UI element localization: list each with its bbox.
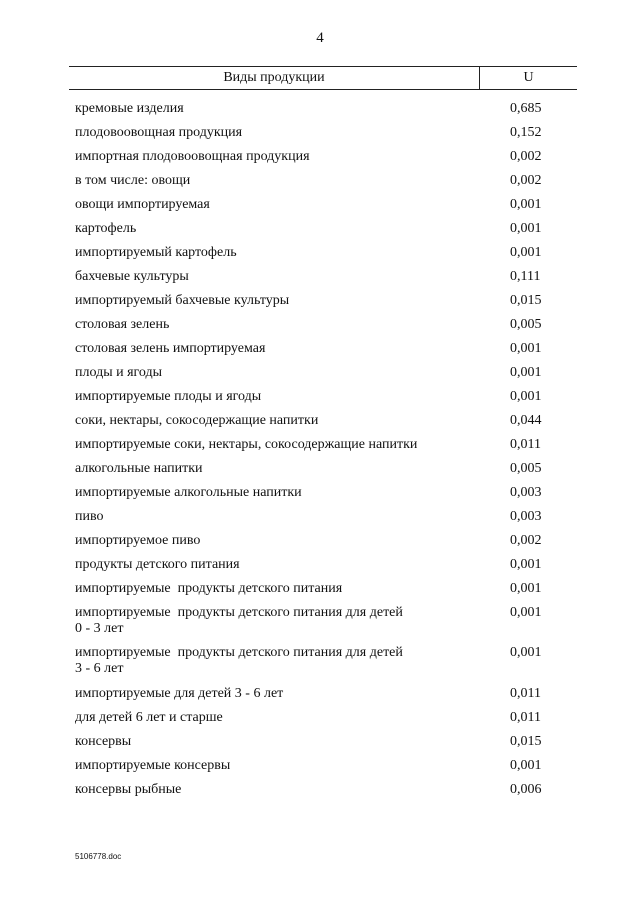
u-value: 0,001	[510, 389, 542, 404]
table-header	[69, 66, 577, 90]
product-name: столовая зелень	[75, 317, 170, 332]
table-row	[75, 125, 575, 149]
table-row	[75, 101, 575, 125]
table-row	[75, 365, 575, 389]
product-name: продукты детского питания	[75, 557, 240, 572]
table-row	[75, 437, 575, 461]
product-name: столовая зелень импортируемая	[75, 341, 266, 356]
table-row	[75, 269, 575, 293]
product-name: консервы	[75, 734, 132, 749]
table-row	[75, 509, 575, 533]
product-name: импортируемые алкогольные напитки	[75, 485, 302, 500]
table-row	[75, 173, 575, 197]
product-name: импортная плодовоовощная продукция	[75, 149, 310, 164]
u-value: 0,002	[510, 533, 542, 548]
product-name: бахчевые культуры	[75, 269, 189, 284]
table-row	[75, 317, 575, 341]
table-row	[75, 293, 575, 317]
product-name: импортируемые соки, нектары, сокосодержащие напитки	[75, 437, 418, 452]
u-value: 0,002	[510, 173, 542, 188]
u-value: 0,001	[510, 758, 542, 773]
product-name: плоды и ягоды	[75, 365, 163, 380]
table-row	[75, 686, 575, 710]
u-value: 0,001	[510, 645, 542, 660]
u-value: 0,001	[510, 221, 542, 236]
u-value: 0,685	[510, 101, 542, 116]
product-name: для детей 6 лет и старше	[75, 710, 223, 725]
u-value: 0,015	[510, 293, 542, 308]
product-name: в том числе: овощи	[75, 173, 191, 188]
u-value: 0,001	[510, 557, 542, 572]
table-row	[75, 341, 575, 365]
u-value: 0,015	[510, 734, 542, 749]
table-row	[75, 782, 575, 806]
product-name: импортируемые консервы	[75, 758, 231, 773]
product-name: кремовые изделия	[75, 101, 184, 116]
table-row	[75, 605, 575, 645]
u-value: 0,001	[510, 605, 542, 620]
product-name: импортируемый картофель	[75, 245, 237, 260]
product-name: импортируемые для детей 3 - 6 лет	[75, 686, 284, 701]
product-name: алкогольные напитки	[75, 461, 203, 476]
u-value: 0,011	[510, 710, 541, 725]
product-name: плодовоовощная продукция	[75, 125, 243, 140]
page-number: 4	[316, 30, 324, 46]
table-row	[75, 645, 575, 686]
table-row	[75, 533, 575, 557]
product-name: пиво	[75, 509, 104, 524]
u-value: 0,003	[510, 509, 542, 524]
table-body	[75, 101, 575, 806]
table-row	[75, 710, 575, 734]
product-name: картофель	[75, 221, 137, 236]
table-row	[75, 149, 575, 173]
u-value: 0,003	[510, 485, 542, 500]
product-name: импортируемые продукты детского питания	[75, 581, 343, 596]
product-name: импортируемый бахчевые культуры	[75, 293, 290, 308]
u-value: 0,011	[510, 437, 541, 452]
u-value: 0,152	[510, 125, 542, 140]
u-value: 0,001	[510, 197, 542, 212]
table-row	[75, 413, 575, 437]
u-value: 0,001	[510, 341, 542, 356]
product-name: импортируемые плоды и ягоды	[75, 389, 262, 404]
product-name: соки, нектары, сокосодержащие напитки	[75, 413, 319, 428]
table-row	[75, 197, 575, 221]
u-value: 0,005	[510, 461, 542, 476]
table-row	[75, 734, 575, 758]
u-value: 0,006	[510, 782, 542, 797]
u-value: 0,011	[510, 686, 541, 701]
product-name: консервы рыбные	[75, 782, 182, 797]
table-row	[75, 461, 575, 485]
table-row	[75, 485, 575, 509]
u-value: 0,111	[510, 269, 541, 284]
u-value: 0,044	[510, 413, 542, 428]
table-row	[75, 758, 575, 782]
header-product-type: Виды продукции	[69, 67, 480, 89]
table-row	[75, 581, 575, 605]
u-value: 0,005	[510, 317, 542, 332]
header-u-value: U	[523, 70, 534, 85]
u-value: 0,001	[510, 365, 542, 380]
table-row	[75, 557, 575, 581]
product-name: импортируемые продукты детского питания для детей 3 - 6 лет	[75, 645, 403, 676]
table-row	[75, 389, 575, 413]
u-value: 0,002	[510, 149, 542, 164]
product-name: овощи импортируемая	[75, 197, 210, 212]
product-name: импортируемые продукты детского питания для детей 0 - 3 лет	[75, 605, 403, 636]
table-row	[75, 221, 575, 245]
table-row	[75, 245, 575, 269]
document-id: 5106778.doc	[75, 852, 122, 861]
product-name: импортируемое пиво	[75, 533, 201, 548]
u-value: 0,001	[510, 245, 542, 260]
u-value: 0,001	[510, 581, 542, 596]
